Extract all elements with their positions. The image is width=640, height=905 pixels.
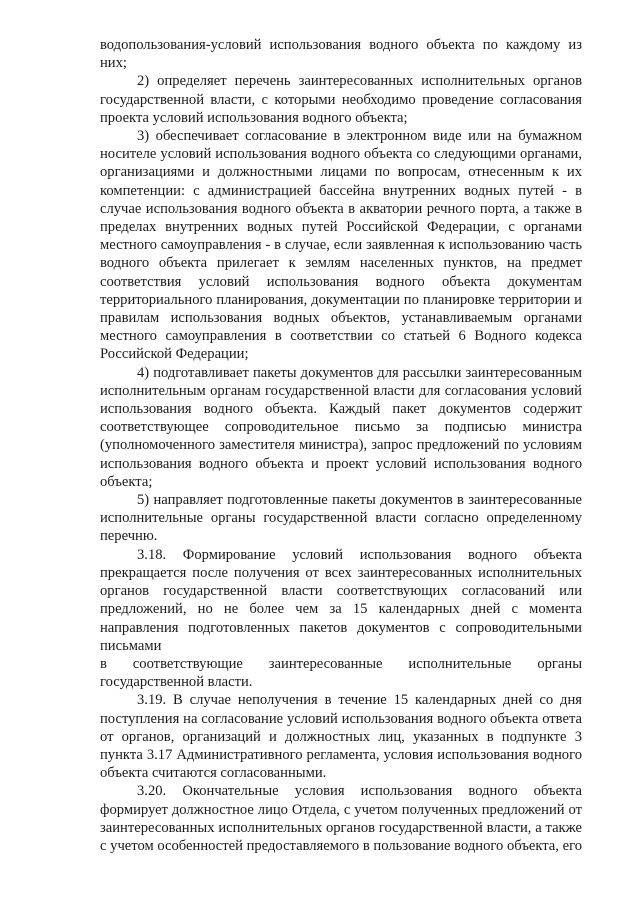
text-line: формирует должностное лицо Отдела, с учетом полученных предложений от (100, 801, 582, 818)
text-line: исполнительным органам государственной власти для согласования условий (100, 382, 582, 399)
text-line: носителе условий использования водного объекта со следующими органами, (100, 146, 582, 163)
text-line: органов государственной власти соответствующих согласований или (100, 583, 582, 600)
text-line: заинтересованных исполнительных органов государственной власти, а также (100, 819, 582, 836)
paragraph-item-3 (100, 127, 582, 364)
text-line: них; (100, 55, 127, 72)
text-line: 3.19. В случае неполучения в течение 15 календарных дней со дня (137, 692, 582, 709)
text-line: государственной власти. (100, 674, 253, 691)
text-line: организациями и должностными лицами по вопросам, отнесенным к их (100, 164, 582, 181)
paragraph-item-5 (100, 491, 582, 546)
text-line: прекращается после получения от всех заинтересованных исполнительных (100, 564, 582, 581)
text-line: перечню. (100, 528, 158, 545)
text-line: государственной власти, с которыми необходимо проведение согласования (100, 91, 582, 108)
text-line: письмами (100, 637, 162, 654)
text-line: поступления на согласование условий использования водного объекта ответа (100, 710, 582, 727)
document-page (100, 36, 582, 855)
text-line: проекта условий использования водного объекта; (100, 109, 408, 126)
text-line: правилам использования водных объектов, устанавливаемым органами (100, 310, 582, 327)
text-line: направления подготовленных пакетов документов с сопроводительными (100, 619, 582, 636)
paragraph-3-20 (100, 782, 582, 855)
text-line: от органов, организаций и должностных лиц, указанных в подпункте 3 (100, 728, 582, 745)
text-line: исполнительные органы государственной власти согласно определенному (100, 510, 582, 527)
text-line: 2) определяет перечень заинтересованных исполнительных органов (137, 73, 582, 90)
text-line: использования водного объекта и проект условий использования водного (100, 455, 582, 472)
text-line: 3.18. Формирование условий использования водного объекта (137, 546, 582, 563)
text-line: местного самоуправления в соответствии со статьей 6 Водного кодекса (100, 328, 582, 345)
text-line: объекта считаются согласованными. (100, 765, 327, 782)
text-line: соответствия условий использования водного объекта документам (100, 273, 582, 290)
text-line: случае использования водного объекта в акватории речного порта, а также в (100, 200, 582, 217)
paragraph-3-18 (100, 546, 582, 655)
text-line: объекта; (100, 473, 153, 490)
text-line: компетенции: с администрацией бассейна внутренних водных путей - в (100, 182, 582, 199)
paragraph-3-18-continuation (100, 655, 582, 691)
text-line: соответствующее сопроводительное письмо за подписью министра (100, 419, 582, 436)
text-line: использования водного объекта. Каждый пакет документов содержит (100, 401, 582, 418)
paragraph-3-19 (100, 691, 582, 782)
text-line: 3) обеспечивает согласование в электронном виде или на бумажном (137, 128, 582, 145)
text-line: 4) подготавливает пакеты документов для рассылки заинтересованным (137, 364, 582, 381)
text-line: в соответствующие заинтересованные исполнительные органы (100, 655, 582, 672)
text-line: водопользования-условий использования водного объекта по каждому из (100, 37, 582, 53)
text-line: (уполномоченного заместителя министра), запрос предложений по условиям (100, 437, 582, 454)
paragraph-continuation (100, 36, 582, 72)
text-line: Российской Федерации; (100, 346, 249, 363)
text-line: с учетом особенностей предоставляемого в пользование водного объекта, его (100, 837, 582, 854)
text-line: пункта 3.17 Административного регламента, условия использования водного (100, 746, 582, 763)
text-line: пределах внутренних водных путей Российской Федерации, с органами (100, 219, 582, 236)
text-line: местного самоуправления - в случае, если заявленная к использованию часть (100, 237, 582, 254)
text-line: 3.20. Окончательные условия использования водного объекта (137, 783, 582, 800)
text-line: водного объекта прилегает к землям населенных пунктов, на предмет (100, 255, 582, 272)
text-line: предложений, но не более чем за 15 календарных дней с момента (100, 601, 582, 618)
paragraph-item-4 (100, 364, 582, 491)
paragraph-item-2 (100, 72, 582, 127)
text-line: 5) направляет подготовленные пакеты документов в заинтересованные (137, 492, 582, 509)
text-line: территориального планирования, документации по планировке территории и (100, 291, 582, 308)
